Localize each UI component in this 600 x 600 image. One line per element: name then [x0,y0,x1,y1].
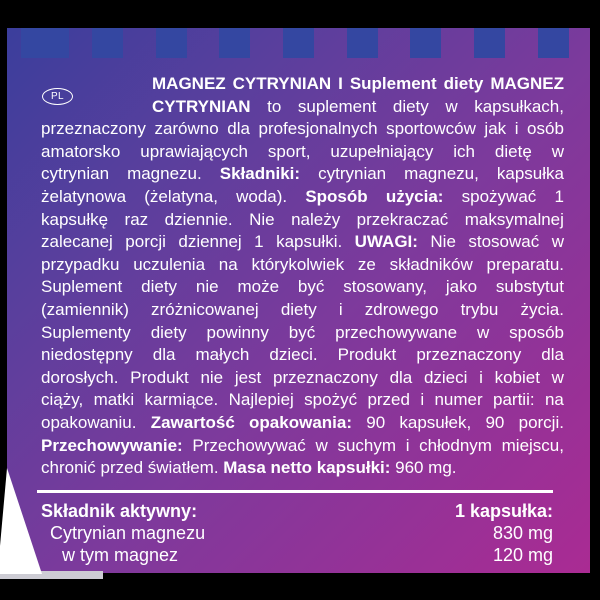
word: w [445,96,458,116]
word: dla [227,119,250,139]
word: w [315,435,328,455]
word: na [218,254,238,274]
word: przed [367,390,410,410]
word: zarówno [154,119,219,139]
word: 960 [395,458,424,478]
table-row [41,522,553,544]
word: przekraczać [356,209,449,229]
paragraph-line [41,254,564,277]
word: należy [291,209,341,229]
supplement-label [7,28,590,573]
word: uprawiających [140,141,249,161]
paragraph-line [41,344,564,367]
word: matki [93,390,135,410]
word: numer [434,390,483,410]
word: w [551,141,564,161]
word: opakowaniu. [41,412,137,432]
word: porcji [125,232,166,252]
word: i [514,119,519,139]
word: Najlepiej [228,390,294,410]
word: partii: [493,390,535,410]
paragraph-line [41,412,564,435]
word: mg. [428,458,457,478]
word: w [551,367,564,387]
tab-strip [7,28,590,58]
word: woda). [236,186,288,206]
word: powinny [206,322,269,342]
word: ich [453,141,476,161]
word: substytut [495,277,564,297]
table-header-row [41,500,553,522]
word: Produkt [130,367,189,387]
word: przechowywane [335,322,458,342]
word: przeznaczony [272,367,378,387]
word: kapsułkach, [474,96,564,116]
word: światłem. [147,458,219,478]
word: jest [234,367,262,387]
body-paragraph [41,73,564,480]
word: Zawartość [150,412,235,432]
word: trybu [460,299,499,319]
word: ze [357,254,376,274]
word: 90 [485,412,505,432]
word: przeznaczony [416,345,522,365]
word: dzieci. [269,345,318,365]
word: CYTRYNIAN [232,74,332,93]
word: suchym [337,435,397,455]
word: małych [195,345,250,365]
word: kobiet [494,367,540,387]
word: dzieci [423,367,468,387]
word: dziennej [178,232,242,252]
amount-cell: 120 mg [492,545,553,565]
ingredient-cell: w tym magnez [62,545,179,565]
word: Suplementy [41,322,131,342]
word: dla [541,345,564,365]
word: profesjonalnych [258,119,378,139]
blue-tab [538,28,569,58]
word: dietę [494,141,532,161]
word: Składniki: [219,164,301,184]
word: diety [392,96,429,116]
paragraph-line [41,457,564,480]
word: składników [389,254,473,274]
word: 1 [554,186,564,206]
ingredient-cell: Cytrynian magnezu [50,523,206,543]
table-top-divider [37,490,553,493]
word: 90 [366,412,386,432]
word: amatorsko [41,141,121,161]
word: MAGNEZ [152,74,226,93]
pl-badge-text: PL [50,91,65,102]
word: magnezu. [127,164,202,184]
word: diety [141,277,178,297]
word: sportowców [386,119,476,139]
word: preparatu. [486,254,564,274]
word: kapsułka [496,164,564,184]
word: suplement [297,96,377,116]
word: raz [124,209,149,229]
paragraph-line [41,435,564,458]
paragraph-line [41,389,564,412]
word: życia. [520,299,564,319]
word: w [551,232,564,252]
word: być [297,277,325,297]
paragraph-line [41,276,564,299]
word: może [237,277,280,297]
word: diety [150,322,187,342]
word: na [544,390,564,410]
word: jak [484,119,507,139]
word: cytrynian [41,164,110,184]
word: Nie [249,209,275,229]
word: jako [445,277,478,297]
paragraph-line [41,163,564,186]
word: cytrynian [318,164,387,184]
amount-cell: 830 mg [492,523,553,543]
paragraph-line [41,209,564,232]
word: dziennie. [164,209,233,229]
blue-tab [21,28,69,58]
amount-cell: 1 kapsułka: [454,501,553,521]
word: miejscu, [501,435,564,455]
word: karmiące. [144,390,219,410]
word: i [479,367,483,387]
word: i [338,299,343,319]
word: dla [389,367,413,387]
word: w [476,322,490,342]
ingredient-cell: Składnik aktywny: [41,501,198,521]
blue-tab [474,28,505,58]
word: Produkt [337,345,397,365]
word: i [405,435,410,455]
word: porcji. [518,412,564,432]
word: kapsułek, [399,412,472,432]
word: maksymalnej [464,209,564,229]
paragraph-line [41,322,564,345]
word: kapsułkę [41,209,109,229]
word: (zamiennik) [41,299,129,319]
word: zdrowego [364,299,439,319]
word: dla [152,345,176,365]
word: zalecanej [41,232,113,252]
word: stosować [468,232,540,252]
word: ciąży, [41,390,84,410]
word: żelatynowa [41,186,127,206]
word: 1 [254,232,264,252]
blue-tab [283,28,314,58]
word: i [420,390,425,410]
word: Przechowywanie: [41,435,183,455]
word: dorosłych. [41,367,119,387]
word: którykolwiek [251,254,345,274]
ingredients-table [41,500,553,566]
paragraph-line [41,186,564,209]
word: Masa [223,458,266,478]
word: uzupełniający [330,141,434,161]
word: magnezu, [404,164,479,184]
word: przeznaczony [41,119,146,139]
paragraph-line [41,367,564,390]
table-row [41,544,553,566]
word: Sposób [305,186,368,206]
word: opakowania: [249,412,352,432]
word: stosowany, [343,277,428,297]
word: chłodnym [419,435,492,455]
word: sposób [509,322,564,342]
word: niedostępny [41,345,133,365]
word: (żelatyna, [144,186,218,206]
word: zróżnicowanej [150,299,259,319]
word: CYTRYNIAN [152,96,251,116]
blue-tab [347,28,378,58]
word: być [288,322,316,342]
word: netto [270,458,313,478]
word: chronić [41,458,96,478]
word: osób [527,119,564,139]
word: kapsułki. [276,232,343,252]
blue-tab [92,28,123,58]
paragraph-line [41,299,564,322]
word: I [338,74,343,93]
word: Nie [430,232,456,252]
blue-tab [156,28,187,58]
word: UWAGI: [354,232,418,252]
word: diety [280,299,317,319]
paragraph-line [41,231,564,254]
word: kapsułki: [316,458,391,478]
word: nie [195,277,219,297]
paragraph-line [41,118,564,141]
blue-tab [410,28,441,58]
word: przypadku [41,254,120,274]
word: sport, [267,141,311,161]
word: użycia: [385,186,444,206]
word: przed [100,458,144,478]
word: Przechowywać [192,435,306,455]
paragraph-line [41,73,564,96]
word: nie [200,367,224,387]
blue-tab [219,28,250,58]
word: uczulenia [133,254,206,274]
word: to [267,96,282,116]
word: MAGNEZ [490,74,564,93]
word: diety [443,74,484,93]
word: spożywać [461,186,537,206]
paragraph-line [41,96,564,119]
word: Suplement [349,74,437,93]
paragraph-line [41,141,564,164]
word: spożyć [304,390,358,410]
word: Suplement [41,277,123,297]
